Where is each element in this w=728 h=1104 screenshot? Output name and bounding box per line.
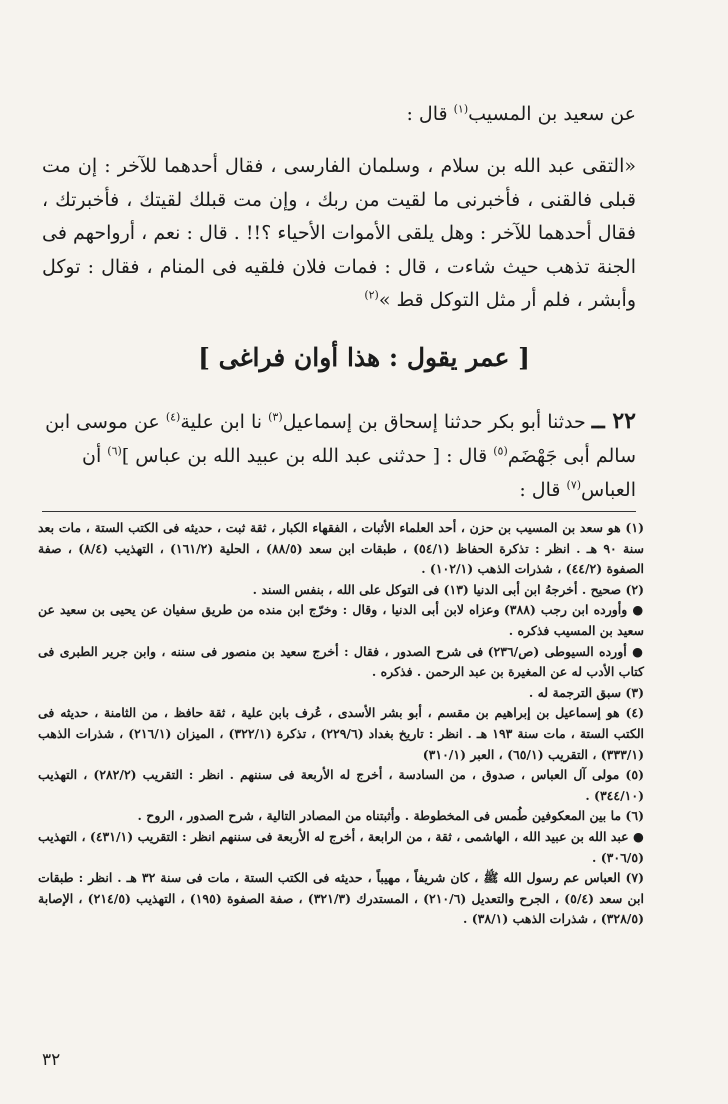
footnote-2: (٢) صحيح . أخرجهُ ابن أبى الدنيا (١٣) فى التوكل على الله ، بنفس السند . bbox=[252, 581, 644, 597]
hadith-text-5: أن العباس bbox=[82, 445, 636, 501]
hadith-paragraph bbox=[42, 404, 636, 507]
footnote-ref-7: (٧) bbox=[566, 478, 582, 492]
footnote-3: (٣) سبق الترجمة له . bbox=[528, 684, 644, 700]
intro-tail: قال : bbox=[406, 103, 454, 125]
footnote-7: (٧) العباس عم رسول الله ﷺ ، كان شريفاً ، مهيباً ، حديثه فى الكتب الستة ، مات فى سنة ٣٢ هـ . انظر : طبقات ابن سعد (٥/٤) ، الجرح والتعديل (٢١٠/٦) ، المستدرك (٣٢١/٣) ، صفة الصفوة (١٩٥) ، التهذيب (٢١٤/٥) ، الإصابة (٣٢٨/٥) ، شذرات الذهب (٣٨/١) . bbox=[38, 870, 645, 927]
intro-line bbox=[42, 98, 636, 130]
footnote-ref-3: (٣) bbox=[268, 410, 283, 424]
intro-text: عن سعيد بن المسيب bbox=[468, 103, 636, 125]
footnote-ref-6: (٦) bbox=[107, 444, 122, 458]
hadith-text-2: نا ابن علية bbox=[180, 411, 269, 433]
hadith-number: ٢٢ ــ bbox=[591, 408, 636, 434]
footnote-ref-4: (٤) bbox=[165, 410, 181, 424]
footnote-ref-1: (١) bbox=[453, 102, 469, 116]
footnote-5: (٥) مولى آل العباس ، صدوق ، من السادسة ، أخرج له الأربعة فى سننهم . انظر : التقريب (٢٨٢/٢) ، التهذيب (٣٤٤/١٠) . bbox=[38, 767, 644, 803]
footnote-2-note-b: ● أورده السيوطى (ص/٢٣٦) فى شرح الصدور ، فقال : أخرج سعيد بن منصور فى سننه ، وابن جرير الطبرى فى كتاب الأدب له عن المغيرة بن عبد الرحمن . فذكره . bbox=[38, 643, 645, 680]
footnotes bbox=[38, 518, 644, 930]
footnote-4: (٤) هو إسماعيل بن إبراهيم بن مقسم ، أبو بشر الأسدى ، عُرف بابن علية ، ثقة حافظ ، من الثامنة ، حديثه فى الكتب الستة ، مات سنة ١٩٣ هـ . انظر : تاريخ بغداد (٢٢٩/٦) ، تذكرة (٣٢٢/١) ، الميزان (٢١٦/١) ، شذرات الذهب (٣٣٣/١) ، التقريب (٦٥/١) ، العبر (٣١٠/١) bbox=[38, 705, 645, 762]
quote-paragraph bbox=[42, 150, 636, 318]
footnote-ref-2: (٢) bbox=[364, 288, 379, 302]
footnote-6: (٦) ما بين المعكوفين طُمس فى المخطوطة . وأثبتناه من المصادر التالية ، شرح الصدور ، الروح . bbox=[137, 808, 644, 824]
section-heading: [ عمر يقول : هذا أوان فراغى ] bbox=[198, 343, 530, 372]
page-number: ٣٢ bbox=[42, 1050, 61, 1070]
footnote-2-note-a: ● وأورده ابن رجب (٣٨٨) وعزاه لابن أبى الدنيا ، وقال : وخرّج ابن منده من طريق سفيان عن يحيى بن سعيد عن سعيد بن المسيب فذكره . bbox=[38, 602, 645, 638]
hadith-text-1: حدثنا أبو بكر حدثنا إسحاق بن إسماعيل bbox=[282, 411, 592, 433]
hadith-text-4: قال : [ حدثنى عبد الله بن عبيد الله بن عباس ] bbox=[121, 445, 494, 467]
footnote-6-note: ● عبد الله بن عبيد الله ، الهاشمى ، ثقة ، من الرابعة ، أخرج له الأربعة فى سننهم انظر : التقريب (٤٣١/١) ، التهذيب (٣٠٦/٥) . bbox=[38, 828, 644, 865]
footnote-divider bbox=[42, 511, 636, 512]
footnote-ref-5: (٥) bbox=[493, 444, 508, 458]
hadith-text-6: قال : bbox=[519, 479, 567, 501]
footnote-1: (١) هو سعد بن المسيب بن حزن ، أحد العلماء الأثبات ، الفقهاء الكبار ، ثقة ثبت ، حديثه فى الكتب الستة ، مات بعد سنة ٩٠ هـ . انظر : تذكرة الحفاظ (٥٤/١) ، طبقات ابن سعد (٨٨/٥) ، الحلية (١٦١/٢) ، التهذيب (٨/٤) ، صفة الصفوة (٤٤/٢) ، شذرات الذهب (١٠٢/١) . bbox=[38, 520, 644, 577]
quote-text: «التقى عبد الله بن سلام ، وسلمان الفارسى ، فقال أحدهما للآخر : إن مت قبلى فالقنى ، فأخبرنى ما لقيت من ربك ، وإن مت قبلك لقيتك ، فأخبرتك ، فقال أحدهما للآخر : وهل يلقى الأموات الأحياء ؟!! . قال : نعم ، أرواحهم فى الجنة تذهب حيث شاءت ، قال : فمات فلان فلقيه فى المنام ، فقال : توكل وأبشر ، فلم أر مثل التوكل قط » bbox=[42, 155, 636, 311]
hadith-text-3: عن موسى ابن سالم أبى جَهْضَم bbox=[45, 411, 636, 467]
